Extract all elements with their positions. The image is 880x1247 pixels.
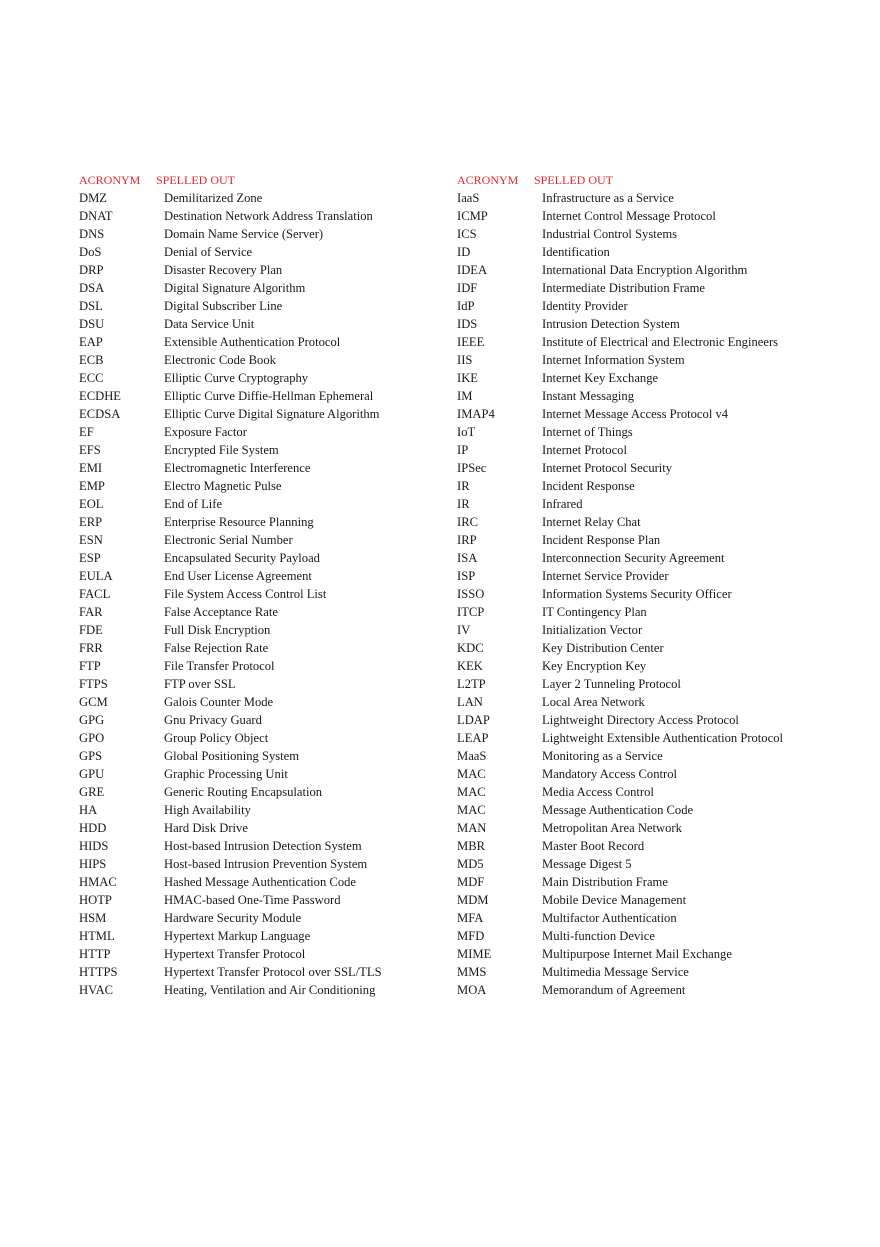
acronym-cell: IPSec [457, 461, 487, 475]
spelled-out-cell: Elliptic Curve Digital Signature Algorithm [164, 407, 380, 421]
acronym-cell: LDAP [457, 713, 490, 727]
acronym-cell: ISA [457, 551, 478, 565]
spelled-out-cell: Media Access Control [542, 785, 654, 799]
table-row [457, 909, 857, 927]
spelled-out-cell: Internet Protocol [542, 443, 627, 457]
acronym-cell: LEAP [457, 731, 489, 745]
spelled-out-cell: Institute of Electrical and Electronic Engineers [542, 335, 779, 349]
table-row [79, 513, 439, 531]
table-header [79, 171, 439, 189]
acronym-cell: ERP [79, 515, 103, 529]
spelled-out-cell: Lightweight Extensible Authentication Protocol [542, 731, 783, 745]
spelled-out-cell: Encrypted File System [164, 443, 279, 457]
table-row [79, 477, 439, 495]
table-row [79, 873, 439, 891]
acronym-cell: GRE [79, 785, 105, 799]
spelled-out-cell: False Acceptance Rate [164, 605, 278, 619]
acronym-cell: ITCP [457, 605, 485, 619]
acronym-cell: MMS [457, 965, 487, 979]
table-row [457, 387, 857, 405]
spelled-out-cell: Graphic Processing Unit [164, 767, 288, 781]
acronym-cell: IR [457, 497, 470, 511]
spelled-out-cell: Internet of Things [542, 425, 633, 439]
acronym-header: ACRONYM [79, 173, 141, 187]
table-row [457, 639, 857, 657]
acronym-cell: IDS [457, 317, 478, 331]
table-row [457, 837, 857, 855]
acronym-cell: ECDSA [79, 407, 121, 421]
table-row [79, 495, 439, 513]
table-row [79, 549, 439, 567]
acronym-cell: IaaS [457, 191, 480, 205]
spelled-out-cell: Local Area Network [542, 695, 645, 709]
table-row [457, 513, 857, 531]
spelled-out-cell: Internet Protocol Security [542, 461, 673, 475]
acronym-cell: MFD [457, 929, 485, 943]
table-row [79, 225, 439, 243]
spelled-out-cell: Hard Disk Drive [164, 821, 248, 835]
table-row [457, 441, 857, 459]
spelled-out-cell: Internet Relay Chat [542, 515, 641, 529]
acronym-cell: EMI [79, 461, 103, 475]
spelled-out-cell: Main Distribution Frame [542, 875, 668, 889]
spelled-out-cell: Electronic Code Book [164, 353, 276, 367]
table-row [457, 621, 857, 639]
spelled-out-cell: Global Positioning System [164, 749, 300, 763]
table-row [457, 783, 857, 801]
spelled-out-cell: Generic Routing Encapsulation [164, 785, 323, 799]
table-row [457, 189, 857, 207]
spelled-out-cell: Hashed Message Authentication Code [164, 875, 357, 889]
table-row [457, 297, 857, 315]
acronym-cell: FTPS [79, 677, 108, 691]
spelled-out-cell: Internet Message Access Protocol v4 [542, 407, 729, 421]
spelled-out-cell: Message Authentication Code [542, 803, 694, 817]
spelled-out-cell: Host-based Intrusion Prevention System [164, 857, 368, 871]
spelled-out-cell: Identification [542, 245, 610, 259]
table-row [457, 423, 857, 441]
spelled-out-cell: Hypertext Markup Language [164, 929, 311, 943]
spelled-out-cell: Interconnection Security Agreement [542, 551, 725, 565]
spelled-out-cell: Denial of Service [164, 245, 253, 259]
acronym-cell: HSM [79, 911, 107, 925]
table-row [457, 873, 857, 891]
spelled-out-cell: High Availability [164, 803, 251, 817]
spelled-out-cell: File System Access Control List [164, 587, 327, 601]
table-row [79, 459, 439, 477]
spelled-out-cell: Disaster Recovery Plan [164, 263, 283, 277]
acronym-cell: DNS [79, 227, 105, 241]
acronym-cell: FDE [79, 623, 103, 637]
table-row [457, 369, 857, 387]
spelled-out-cell: Digital Signature Algorithm [164, 281, 306, 295]
spelled-out-cell: Hypertext Transfer Protocol [164, 947, 306, 961]
spelled-out-cell: Gnu Privacy Guard [164, 713, 262, 727]
acronym-cell: DSA [79, 281, 105, 295]
acronym-cell: ECB [79, 353, 104, 367]
acronym-cell: ESN [79, 533, 103, 547]
table-row [457, 927, 857, 945]
table-row [79, 981, 439, 999]
spelled-out-cell: IT Contingency Plan [542, 605, 647, 619]
acronym-table-left [79, 171, 439, 999]
spelled-out-cell: Master Boot Record [542, 839, 645, 853]
spelled-out-cell: Multifactor Authentication [542, 911, 677, 925]
acronym-cell: IM [457, 389, 473, 403]
acronym-cell: GCM [79, 695, 108, 709]
table-row [457, 549, 857, 567]
acronym-cell: MIME [457, 947, 492, 961]
table-row [79, 279, 439, 297]
table-row [79, 675, 439, 693]
table-row [79, 729, 439, 747]
spelled-out-cell: Hypertext Transfer Protocol over SSL/TLS [164, 965, 382, 979]
table-row [79, 531, 439, 549]
acronym-cell: GPG [79, 713, 105, 727]
table-row [79, 189, 439, 207]
acronym-cell: DSU [79, 317, 105, 331]
table-row [457, 261, 857, 279]
acronym-cell: GPO [79, 731, 105, 745]
spelled-out-cell: Digital Subscriber Line [164, 299, 283, 313]
table-row [457, 477, 857, 495]
table-row [79, 405, 439, 423]
acronym-cell: ICMP [457, 209, 488, 223]
acronym-cell: IIS [457, 353, 473, 367]
table-row [79, 639, 439, 657]
spelled-out-cell: Destination Network Address Translation [164, 209, 373, 223]
table-row [457, 243, 857, 261]
acronym-cell: IMAP4 [457, 407, 495, 421]
acronym-cell: L2TP [457, 677, 486, 691]
table-row [79, 387, 439, 405]
spelled-out-cell: Heating, Ventilation and Air Conditioning [164, 983, 376, 997]
spelled-out-cell: Internet Key Exchange [542, 371, 659, 385]
spelled-out-cell: Demilitarized Zone [164, 191, 263, 205]
spelled-out-cell: Encapsulated Security Payload [164, 551, 320, 565]
table-row [457, 963, 857, 981]
table-row [457, 657, 857, 675]
spelled-out-cell: Internet Service Provider [542, 569, 669, 583]
table-row [457, 711, 857, 729]
table-row [79, 441, 439, 459]
spelled-out-cell: Multimedia Message Service [542, 965, 689, 979]
table-row [79, 891, 439, 909]
spelled-out-cell: Monitoring as a Service [542, 749, 663, 763]
table-row [457, 891, 857, 909]
table-row [79, 693, 439, 711]
spelled-out-cell: Enterprise Resource Planning [164, 515, 314, 529]
spelled-out-cell: Internet Information System [542, 353, 685, 367]
acronym-cell: EOL [79, 497, 104, 511]
table-row [79, 585, 439, 603]
acronym-cell: MFA [457, 911, 484, 925]
acronym-cell: IdP [457, 299, 475, 313]
acronym-cell: IoT [457, 425, 476, 439]
table-row [79, 261, 439, 279]
acronym-cell: ICS [457, 227, 477, 241]
table-row [79, 855, 439, 873]
acronym-cell: EF [79, 425, 94, 439]
table-row [79, 909, 439, 927]
spelled-out-cell: Galois Counter Mode [164, 695, 274, 709]
table-row [79, 207, 439, 225]
spelled-out-cell: Message Digest 5 [542, 857, 632, 871]
table-row [457, 225, 857, 243]
spelled-out-cell: Group Policy Object [164, 731, 269, 745]
acronym-cell: LAN [457, 695, 483, 709]
table-row [457, 855, 857, 873]
spelled-out-cell: Incident Response Plan [542, 533, 661, 547]
spelled-out-cell: Metropolitan Area Network [542, 821, 682, 835]
spelled-out-cell: Elliptic Curve Diffie-Hellman Ephemeral [164, 389, 374, 403]
spelled-out-cell: Data Service Unit [164, 317, 255, 331]
acronym-cell: EFS [79, 443, 101, 457]
acronym-header: ACRONYM [457, 173, 519, 187]
acronym-cell: MDM [457, 893, 489, 907]
table-row [457, 603, 857, 621]
spelled-out-cell: Incident Response [542, 479, 635, 493]
spelled-out-cell: Key Distribution Center [542, 641, 664, 655]
table-row [457, 945, 857, 963]
table-row [79, 963, 439, 981]
spelled-out-cell: End User License Agreement [164, 569, 312, 583]
spelled-out-cell: Lightweight Directory Access Protocol [542, 713, 739, 727]
table-row [457, 459, 857, 477]
acronym-cell: HIDS [79, 839, 109, 853]
acronym-cell: HDD [79, 821, 107, 835]
table-row [79, 369, 439, 387]
acronym-cell: IRP [457, 533, 477, 547]
table-row [457, 279, 857, 297]
spelled-out-cell: Extensible Authentication Protocol [164, 335, 341, 349]
acronym-cell: HIPS [79, 857, 107, 871]
acronym-cell: DoS [79, 245, 102, 259]
acronym-cell: MBR [457, 839, 485, 853]
acronym-cell: ISP [457, 569, 476, 583]
table-row [457, 207, 857, 225]
table-row [79, 837, 439, 855]
acronym-cell: MDF [457, 875, 485, 889]
spelled-out-cell: Multipurpose Internet Mail Exchange [542, 947, 732, 961]
acronym-table-right [457, 171, 857, 999]
spelled-out-cell: Domain Name Service (Server) [164, 227, 324, 241]
acronym-cell: HTTP [79, 947, 111, 961]
table-row [457, 747, 857, 765]
acronym-cell: MAC [457, 803, 486, 817]
spelled-out-cell: Mobile Device Management [542, 893, 687, 907]
acronym-cell: IDF [457, 281, 478, 295]
acronym-cell: IRC [457, 515, 478, 529]
table-row [79, 297, 439, 315]
acronym-cell: DMZ [79, 191, 107, 205]
spelled-out-cell: Infrared [542, 497, 583, 511]
table-row [79, 333, 439, 351]
acronym-cell: ISSO [457, 587, 485, 601]
table-row [79, 657, 439, 675]
spelled-out-cell: Hardware Security Module [164, 911, 302, 925]
spelled-out-cell: Key Encryption Key [542, 659, 647, 673]
acronym-cell: DNAT [79, 209, 113, 223]
acronym-cell: EULA [79, 569, 113, 583]
table-row [79, 423, 439, 441]
spelled-out-cell: Memorandum of Agreement [542, 983, 686, 997]
acronym-cell: FTP [79, 659, 101, 673]
acronym-cell: HTML [79, 929, 115, 943]
table-row [79, 765, 439, 783]
acronym-cell: ESP [79, 551, 101, 565]
acronym-cell: ECC [79, 371, 104, 385]
acronym-cell: HVAC [79, 983, 114, 997]
spelled-out-cell: Identity Provider [542, 299, 628, 313]
acronym-cell: GPS [79, 749, 103, 763]
table-row [457, 333, 857, 351]
spelled-out-cell: International Data Encryption Algorithm [542, 263, 748, 277]
acronym-cell: FRR [79, 641, 103, 655]
table-row [457, 495, 857, 513]
table-row [457, 585, 857, 603]
acronym-cell: IV [457, 623, 471, 637]
table-body [457, 189, 857, 999]
acronym-cell: DRP [79, 263, 104, 277]
acronym-cell: EMP [79, 479, 105, 493]
table-row [79, 783, 439, 801]
table-row [457, 819, 857, 837]
table-row [79, 315, 439, 333]
acronym-cell: FAR [79, 605, 103, 619]
table-row [79, 801, 439, 819]
spelled-out-cell: Mandatory Access Control [542, 767, 678, 781]
acronym-cell: IR [457, 479, 470, 493]
spelled-out-cell: HMAC-based One-Time Password [164, 893, 341, 907]
acronym-cell: MOA [457, 983, 487, 997]
spelled-out-cell: FTP over SSL [164, 677, 236, 691]
acronym-cell: IKE [457, 371, 478, 385]
spelled-out-cell: Full Disk Encryption [164, 623, 271, 637]
table-row [79, 351, 439, 369]
spelled-out-cell: Exposure Factor [164, 425, 247, 439]
acronym-cell: EAP [79, 335, 103, 349]
table-row [457, 405, 857, 423]
table-row [79, 243, 439, 261]
acronym-cell: GPU [79, 767, 105, 781]
spelled-out-cell: Internet Control Message Protocol [542, 209, 716, 223]
acronym-cell: HOTP [79, 893, 112, 907]
acronym-cell: MAC [457, 785, 486, 799]
table-row [457, 765, 857, 783]
spelled-out-cell: Infrastructure as a Service [542, 191, 674, 205]
table-row [79, 927, 439, 945]
table-row [79, 603, 439, 621]
acronym-cell: IEEE [457, 335, 485, 349]
table-row [457, 531, 857, 549]
table-row [79, 711, 439, 729]
table-row [457, 981, 857, 999]
table-row [457, 315, 857, 333]
acronym-cell: DSL [79, 299, 103, 313]
acronym-cell: HMAC [79, 875, 117, 889]
spelled-out-cell: Instant Messaging [542, 389, 634, 403]
acronym-cell: MAC [457, 767, 486, 781]
spelled-out-cell: Intrusion Detection System [542, 317, 680, 331]
acronym-cell: ID [457, 245, 471, 259]
spelled-out-cell: File Transfer Protocol [164, 659, 275, 673]
spelled-out-cell: Host-based Intrusion Detection System [164, 839, 362, 853]
table-row [79, 945, 439, 963]
spelled-out-cell: Initialization Vector [542, 623, 643, 637]
acronym-cell: KEK [457, 659, 483, 673]
acronym-cell: KDC [457, 641, 484, 655]
table-row [457, 351, 857, 369]
acronym-cell: FACL [79, 587, 111, 601]
spelled-out-cell: Industrial Control Systems [542, 227, 678, 241]
table-row [79, 747, 439, 765]
spelled-out-cell: Layer 2 Tunneling Protocol [542, 677, 681, 691]
acronym-cell: MAN [457, 821, 487, 835]
acronym-cell: MD5 [457, 857, 484, 871]
table-row [457, 801, 857, 819]
spelled-out-cell: End of Life [164, 497, 223, 511]
spelled-out-cell: Electronic Serial Number [164, 533, 293, 547]
spelled-out-cell: Multi-function Device [542, 929, 655, 943]
table-body [79, 189, 439, 999]
table-row [457, 567, 857, 585]
table-row [79, 819, 439, 837]
acronym-cell: MaaS [457, 749, 487, 763]
acronym-cell: IDEA [457, 263, 488, 277]
spelled-out-header: SPELLED OUT [534, 173, 613, 187]
spelled-out-cell: Intermediate Distribution Frame [542, 281, 705, 295]
spelled-out-cell: Information Systems Security Officer [542, 587, 732, 601]
table-header [457, 171, 857, 189]
spelled-out-header: SPELLED OUT [156, 173, 235, 187]
table-row [457, 693, 857, 711]
acronym-cell: IP [457, 443, 469, 457]
acronym-cell: HTTPS [79, 965, 118, 979]
acronym-cell: HA [79, 803, 98, 817]
spelled-out-cell: Electro Magnetic Pulse [164, 479, 282, 493]
table-row [457, 675, 857, 693]
table-row [79, 567, 439, 585]
table-row [457, 729, 857, 747]
acronym-cell: ECDHE [79, 389, 121, 403]
spelled-out-cell: False Rejection Rate [164, 641, 269, 655]
spelled-out-cell: Electromagnetic Interference [164, 461, 311, 475]
table-row [79, 621, 439, 639]
spelled-out-cell: Elliptic Curve Cryptography [164, 371, 309, 385]
